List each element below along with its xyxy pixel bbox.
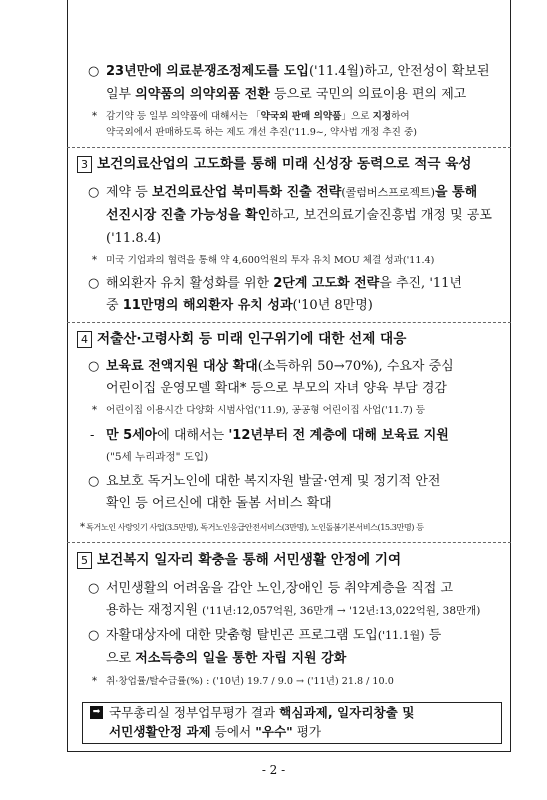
body-text: (소득하위 50→70%), 수요자 중심 <box>257 359 454 374</box>
body-text: 자활대상자에 대한 맞춤형 탈빈곤 프로그램 도입 <box>106 628 378 643</box>
emphasis-text: 선진시장 진출 가능성을 확인 <box>106 208 271 223</box>
item-line: 서민생활의 어려움을 감안 노인,장애인 등 취약계층을 직접 고 <box>106 581 454 596</box>
body-text: 제약 등 <box>106 185 152 200</box>
callout-line <box>109 704 414 722</box>
callout-line <box>109 723 321 741</box>
item-line <box>106 428 449 444</box>
item-line: ('11.8.4) <box>106 231 162 246</box>
dash-marker: - <box>90 428 95 443</box>
note-text: 감기약 등 일부 의약품에 대해서는 「 <box>106 111 261 122</box>
section-divider <box>67 147 511 148</box>
section-number-box: 3 <box>77 156 92 173</box>
section-title: 저출산·고령사회 등 미래 인구위기에 대한 선제 대응 <box>97 331 407 347</box>
body-text: 등에서 <box>210 724 256 739</box>
item-line <box>106 628 441 644</box>
body-text: 으로 <box>106 651 136 666</box>
item-line <box>106 651 346 667</box>
emphasis-text: 을 통해 <box>434 185 478 200</box>
item-line: 확인 등 어르신에 대한 돌봄 서비스 확대 <box>106 496 332 511</box>
emphasis-text: 2단계 고도화 전략 <box>273 276 380 291</box>
emphasis-text: 약국외 판매 의약품 <box>260 111 342 122</box>
section-title: 보건의료산업의 고도화를 통해 미래 신성장 동력으로 적극 육성 <box>97 156 472 172</box>
bullet-marker: ○ <box>88 581 100 596</box>
bullet-marker: ○ <box>88 64 100 79</box>
item-line <box>106 603 480 619</box>
footnote <box>106 110 410 123</box>
item-line: ("5세 누리과정" 도입) <box>106 451 209 463</box>
emphasis-text: 핵심과제, 일자리창출 및 <box>279 705 415 720</box>
body-text: 하고, 보건의료기술진흥법 개정 및 공포 <box>270 208 492 223</box>
body-text: ('11.1월) <box>377 629 425 642</box>
footnote: 미국 기업과의 협력을 통해 약 4,600억원의 투자 유치 MOU 체결 성과('11.4) <box>106 255 435 266</box>
bullet-marker: ○ <box>88 628 100 643</box>
body-text: 을 추진, '11년 <box>379 276 462 291</box>
item-line <box>106 276 462 292</box>
item-line <box>106 208 492 224</box>
section-number-box: 4 <box>77 331 92 348</box>
bullet-marker: ○ <box>88 185 100 200</box>
body-text: 중 <box>106 298 123 313</box>
bullet-marker: ○ <box>88 359 100 374</box>
footnote-star: * <box>92 111 97 122</box>
bullet-marker: ○ <box>88 276 100 291</box>
emphasis-text: "우수" <box>255 724 293 739</box>
footnote: 취·창업률/탈수급률(%) : ('10년) 19.7 / 9.0 → ('11년) 21.8 / 10.0 <box>106 676 394 687</box>
body-text: 해외환자 유치 활성화를 위한 <box>106 276 274 291</box>
body-text: ('10년 8만명) <box>292 298 373 313</box>
arrow-icon: ➡ <box>90 706 103 719</box>
item-line <box>106 185 477 201</box>
emphasis-text: 저소득층의 일을 통한 자립 지원 강화 <box>135 651 347 666</box>
body-text: 국무총리실 정부업무평가 결과 <box>109 705 280 720</box>
body-text: 등으로 국민의 의료이용 편의 제고 <box>269 87 467 102</box>
footnote: 약국외에서 판매하도록 하는 제도 개선 추진('11.9~, 약사법 개정 추진 중) <box>106 127 417 138</box>
footnote-star: * <box>80 522 85 533</box>
item-line <box>106 64 490 80</box>
emphasis-text: 지정 <box>372 111 392 122</box>
body-text: 용하는 재정지원 <box>106 603 203 618</box>
bullet-marker: ○ <box>88 474 100 489</box>
section-title: 보건복지 일자리 확충을 통해 서민생활 안정에 기여 <box>97 552 402 568</box>
emphasis-text: 서민생활안정 과제 <box>109 724 211 739</box>
emphasis-text: '12년부터 전 계층에 대해 보육료 지원 <box>228 428 449 443</box>
section-divider <box>67 542 511 543</box>
note-text: 하여 <box>391 111 410 122</box>
emphasis-text: 보육료 전액지원 대상 확대 <box>106 359 258 374</box>
footnote-star: * <box>92 255 97 266</box>
footnote-star: * <box>92 405 97 416</box>
item-line <box>106 359 454 375</box>
item-line: 요보호 독거노인에 대한 복지자원 발굴·연계 및 정기적 안전 <box>106 474 441 489</box>
section-divider <box>67 322 511 323</box>
body-text: 등 <box>424 628 442 643</box>
emphasis-text: 23년만에 의료분쟁조정제도를 도입 <box>106 64 309 79</box>
item-line <box>106 298 373 314</box>
body-text: 평가 <box>292 724 322 739</box>
body-text: 에 대해서는 <box>157 428 229 443</box>
emphasis-text: 만 5세아 <box>106 428 158 443</box>
emphasis-text: 11만명의 해외환자 유치 성과 <box>122 298 293 313</box>
evaluation-callout <box>82 702 502 744</box>
item-line <box>106 87 466 103</box>
body-text: ('11.4월)하고, 안전성이 확보된 <box>308 64 490 79</box>
section-number-box: 5 <box>77 552 92 569</box>
footnote-star: * <box>92 676 97 687</box>
page-number: - 2 - <box>261 763 286 777</box>
emphasis-text: 보건의료산업 북미특화 진출 전략 <box>151 185 342 200</box>
body-text: (콜럼버스프로젝트) <box>341 186 435 199</box>
note-text: 」으로 <box>341 111 373 122</box>
emphasis-text: 의약품의 의약외품 전환 <box>135 87 270 102</box>
body-text: 일부 <box>106 87 136 102</box>
footnote: 어린이집 이용시간 다양화 시범사업('11.9), 공공형 어린이집 사업('11.7) 등 <box>106 405 426 416</box>
item-line: 어린이집 운영모델 확대* 등으로 부모의 자녀 양육 부담 경감 <box>106 381 447 396</box>
body-text: ('11년:12,057억원, 36만개 → '12년:13,022억원, 38만개) <box>202 605 481 617</box>
footnote: 독거노인 사랑잇기 사업(3.5만명), 독거노인응급안전서비스(3만명), 노인돌봄기본서비스(15.3만명) 등 <box>86 522 424 532</box>
